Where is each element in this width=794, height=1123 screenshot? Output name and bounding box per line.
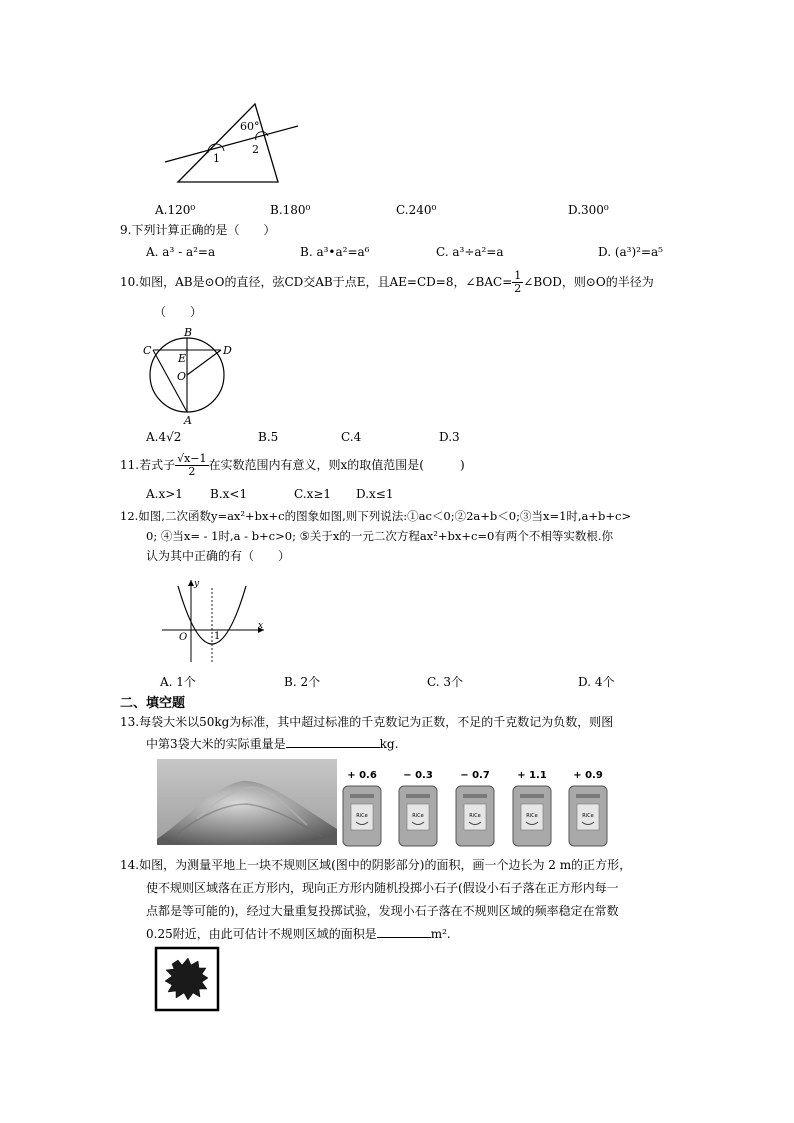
q10-paren: （ ） [154,305,203,319]
q11-frac-num: √x−1 [177,452,207,465]
square-irregular-region-figure [154,946,220,1012]
bag-4-label: + 1.1 [517,770,547,781]
q8-option-a: A.120⁰ [155,203,196,217]
q10-option-b: B.5 [258,430,279,444]
section-title-fill-blank: 二、填空题 [120,696,186,711]
q12-option-b: B. 2个 [284,675,321,689]
q11-option-a: A.x>1 [146,487,183,501]
rice-bag-3 [456,770,494,846]
angle-1-label: 1 [213,152,220,165]
bag-2-brand: RiCe [412,813,424,819]
point-c-label: C [143,344,152,357]
point-a-label: A [184,414,192,427]
x-axis-label: x [258,621,264,631]
q10-option-c: C.4 [341,430,362,444]
q9-stem: 9.下列计算正确的是（ ） [120,223,276,237]
point-o-label: O [177,370,187,383]
angle-2-label: 2 [252,143,259,156]
q12-option-a: A. 1个 [160,675,196,689]
rice-bags-figure [340,764,630,848]
q13-line2-text: 中第3袋大米的实际重量是 [146,737,286,751]
q8-option-b: B.180⁰ [270,203,311,217]
q10-fraction [512,270,523,295]
rice-bag-4 [513,770,551,846]
triangle-figure [160,98,310,188]
q13-line2 [146,736,398,752]
bag-4-brand: RiCe [526,813,538,819]
q9-option-d: D. (a³)²=a⁵ [598,245,663,259]
rice-bag-2 [399,770,437,846]
q12-option-d: D. 4个 [578,675,615,689]
angle-60-label: 60° [240,120,260,133]
q14-line3: 点都是等可能的)，经过大量重复投掷试验，发现小石子落在不规则区域的频率稳定在常数 [146,904,619,918]
q8-option-d: D.300⁰ [568,203,609,217]
q11-option-c: C.x≥1 [294,487,332,501]
q10-stem [120,268,654,296]
q12-line1: 12.如图,二次函数y=ax²+bx+c的图象如图,则下列说法:①ac＜0;②2a+b＜0;③当x=1时,a+b+c> [120,509,632,523]
q12-option-c: C. 3个 [427,675,464,689]
q10-frac-den: 2 [514,282,522,295]
q11-option-d: D.x≤1 [356,487,394,501]
rice-bag-1 [343,770,381,846]
bag-2-label: − 0.3 [403,770,433,781]
q11-suffix: 在实数范围内有意义，则x的取值范围是( ) [208,458,465,472]
q13-line1: 13.每袋大米以50kg为标准，其中超过标准的千克数记为正数，不足的千克数记为负数，则图 [120,715,614,729]
q11-prefix: 11.若式子 [120,458,176,472]
y-axis-label: y [194,579,200,589]
x-one-label: 1 [214,631,221,642]
q10-option-a: A.4√2 [146,430,182,444]
q10-stem-part1: 10.如图，AB是⊙O的直径，弦CD交AB于点E，且AE=CD=8，∠BAC= [120,275,513,289]
q14-answer-blank[interactable] [377,937,431,938]
bag-1-brand: RiCe [356,813,368,819]
q9-option-c: C. a³÷a²=a [436,245,504,259]
bag-3-brand: RiCe [469,813,481,819]
q13-answer-blank[interactable] [286,747,380,748]
parabola-figure [160,576,268,664]
q11-fraction [175,453,208,478]
q10-stem-part2: ∠BOD，则⊙O的半径为 [523,275,654,289]
rice-bag-5 [569,770,607,846]
q11-stem [120,448,465,482]
rice-pile-image [157,759,337,845]
q12-line2: 0; ④当x= - 1时,a - b+c>0; ⑤关于x的一元二次方程ax²+bx+c=0有两个不相等实数根.你 [146,529,614,543]
bag-5-brand: RiCe [582,813,594,819]
bag-1-label: + 0.6 [347,770,377,781]
q9-option-a: A. a³ - a²=a [146,245,216,259]
point-d-label: D [223,344,232,357]
origin-label: O [179,632,188,643]
q14-line4-text: 0.25附近，由此可估计不规则区域的面积是 [146,927,377,941]
q14-unit: m². [430,927,451,941]
bag-5-label: + 0.9 [573,770,603,781]
q12-line3: 认为其中正确的有（ ） [146,549,291,563]
point-e-label: E [178,352,187,365]
q10-option-d: D.3 [439,430,460,444]
q11-frac-den: 2 [188,465,196,478]
q14-line4 [146,926,451,942]
q14-line2: 使不规则区域落在正方形内，现向正方形内随机投掷小石子(假设小石子落在正方形内每一 [146,881,619,895]
q8-option-c: C.240⁰ [396,203,437,217]
q9-option-b: B. a³•a²=a⁶ [300,245,370,259]
q14-line1: 14.如图，为测量平地上一块不规则区域(图中的阴影部分)的面积，画一个边长为 2 m的正方形， [120,858,632,872]
circle-figure [140,326,240,428]
q11-option-b: B.x<1 [210,487,248,501]
point-b-label: B [184,326,193,339]
bag-3-label: − 0.7 [460,770,490,781]
q10-frac-num: 1 [514,269,522,282]
q13-unit: kg. [379,737,399,751]
